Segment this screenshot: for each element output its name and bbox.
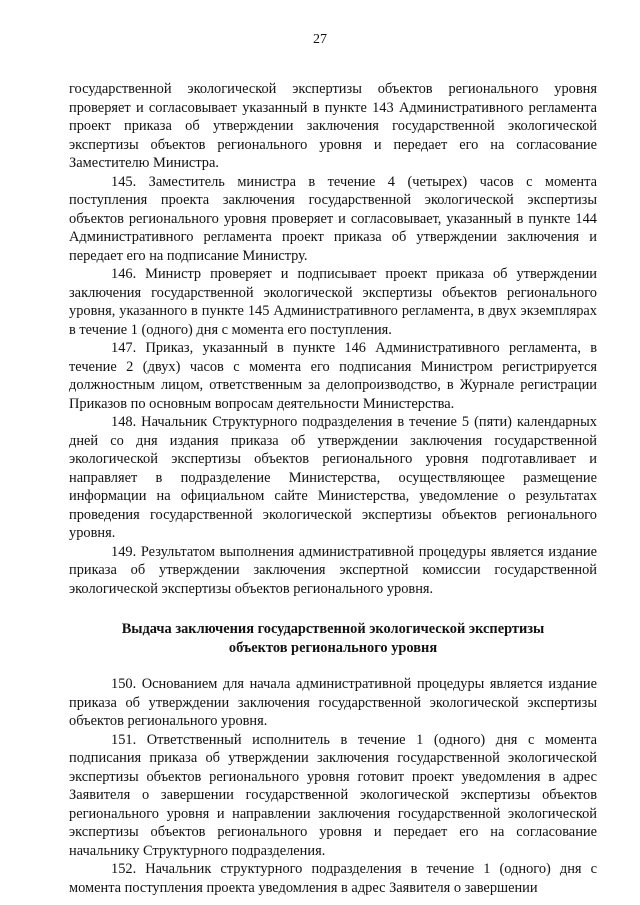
paragraph-152: 152. Начальник структурного подразделения в течение 1 (одного) дня с момента поступления проекта уведомления в адрес Заявителя о завершении — [69, 861, 597, 896]
paragraph-148: 148. Начальник Структурного подразделения в течение 5 (пяти) календарных дней со дня издания приказа об утверждении заключения государственной экологической экспертизы объектов регионального уровня подготавливает и направляет в подразделение Министерства, осуществляющее размещение информации на официальном сайте Министерства, уведомление о результатах проведения государственной экологической экспертизы объектов регионального уровня. — [69, 414, 597, 541]
section-heading-line-2: объектов регионального уровня — [228, 639, 438, 656]
paragraph-146: 146. Министр проверяет и подписывает проект приказа об утверждении заключения государственной экологической экспертизы объектов регионального уровня, указанного в пункте 145 Административного регламента, в двух экземплярах в течение 1 (одного) дня с момента его поступления. — [69, 266, 597, 338]
section-heading-line-1: Выдача заключения государственной экологической экспертизы — [121, 621, 545, 637]
paragraph-151: 151. Ответственный исполнитель в течение 1 (одного) дня с момента подписания приказа об утверждении заключения государственной экологической экспертизы объектов регионального уровня готовит проект уведомления в адрес Заявителя о завершении государственной экологической экспертизы объектов регионального уровня и направлении заключения государственной экологической экспертизы объектов регионального уровня и передает его на согласование начальнику Структурного подразделения. — [69, 731, 597, 859]
paragraph-150: 150. Основанием для начала административной процедуры является издание приказа об утверждении заключения государственной экологической экспертизы объектов регионального уровня. — [69, 676, 597, 729]
section-heading — [69, 620, 597, 657]
page-number: 27 — [313, 32, 327, 47]
paragraph-149: 149. Результатом выполнения административной процедуры является издание приказа об утверждении заключения экспертной комиссии государственной экологической экспертизы объектов регионального уровня. — [69, 543, 597, 597]
paragraph-145: 145. Заместитель министра в течение 4 (четырех) часов с момента поступления проекта заключения государственной экологической экспертизы объектов регионального уровня проверяет и согласовывает, указанный в пункте 144 Административного регламента проект приказа об утверждении заключения и передает его на подписание Министру. — [69, 173, 597, 264]
paragraph-147: 147. Приказ, указанный в пункте 146 Административного регламента, в течение 2 (двух) часов с момента его подписания Министром регистрируется должностным лицом, ответственным за делопроизводство, в Журнале регистрации Приказов по основным вопросам деятельности Министерства. — [69, 340, 597, 412]
document-body — [69, 80, 597, 897]
paragraph-continuation: государственной экологической экспертизы объектов регионального уровня проверяет и согласовывает указанный в пункте 143 Административного регламента проект приказа об утверждении заключения государственной экологической экспертизы объектов регионального уровня и передает его на согласование Заместителю Министра. — [69, 81, 597, 171]
